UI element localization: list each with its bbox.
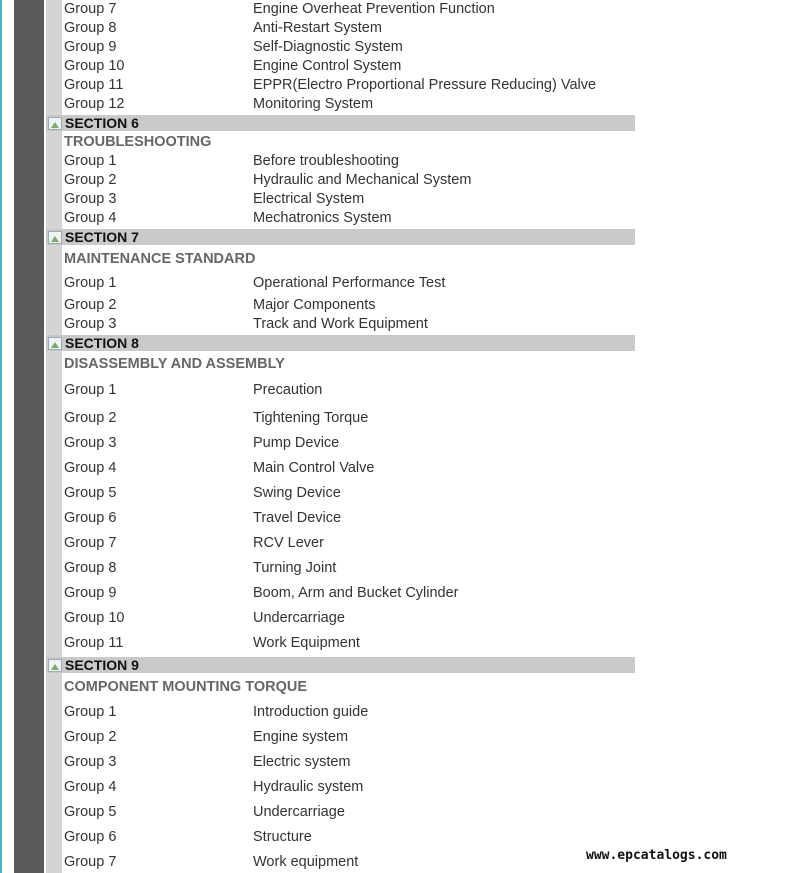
toc-row[interactable] bbox=[64, 559, 635, 578]
group-number: Group 2 bbox=[64, 410, 117, 426]
group-number: Group 3 bbox=[64, 754, 117, 770]
group-title-link[interactable]: Before troubleshooting bbox=[253, 153, 399, 169]
group-title-link[interactable]: Engine Overheat Prevention Function bbox=[253, 1, 495, 17]
toc-row[interactable] bbox=[64, 753, 635, 772]
toc-row[interactable] bbox=[64, 38, 635, 57]
group-number: Group 3 bbox=[64, 316, 117, 332]
group-number: Group 6 bbox=[64, 510, 117, 526]
group-number: Group 8 bbox=[64, 20, 117, 36]
section-title: DISASSEMBLY AND ASSEMBLY bbox=[64, 356, 285, 372]
group-title-link[interactable]: Anti-Restart System bbox=[253, 20, 382, 36]
broken-image-icon bbox=[48, 117, 62, 130]
group-title-link[interactable]: Engine system bbox=[253, 729, 349, 745]
group-title-link[interactable]: Hydraulic and Mechanical System bbox=[253, 172, 472, 188]
group-title-link[interactable]: Engine Control System bbox=[253, 58, 402, 74]
group-title-link[interactable]: Track and Work Equipment bbox=[253, 316, 428, 332]
group-number: Group 1 bbox=[64, 704, 117, 720]
toc-row[interactable] bbox=[64, 171, 635, 190]
group-title-link[interactable]: Major Components bbox=[253, 297, 376, 313]
toc-row[interactable] bbox=[64, 778, 635, 797]
section-header-bar[interactable] bbox=[46, 115, 635, 131]
group-number: Group 11 bbox=[64, 635, 124, 651]
group-title-link[interactable]: Undercarriage bbox=[253, 610, 345, 626]
toc-row[interactable] bbox=[64, 434, 635, 453]
group-title-link[interactable]: Operational Performance Test bbox=[253, 275, 446, 291]
group-title-link[interactable]: Travel Device bbox=[253, 510, 342, 526]
broken-image-icon bbox=[48, 659, 62, 672]
toc-row[interactable] bbox=[64, 19, 635, 38]
group-title-link[interactable]: Mechatronics System bbox=[253, 210, 392, 226]
group-title-link[interactable]: Hydraulic system bbox=[253, 779, 364, 795]
group-number: Group 3 bbox=[64, 191, 117, 207]
group-title-link[interactable]: Undercarriage bbox=[253, 804, 345, 820]
section-label: SECTION 6 bbox=[65, 115, 139, 131]
toc-row[interactable] bbox=[64, 459, 635, 478]
toc-row[interactable] bbox=[64, 381, 635, 400]
toc-row[interactable] bbox=[64, 828, 635, 847]
section-title: TROUBLESHOOTING bbox=[64, 134, 212, 150]
group-title-link[interactable]: Structure bbox=[253, 829, 312, 845]
section-label: SECTION 8 bbox=[65, 335, 139, 351]
group-title-link[interactable]: Turning Joint bbox=[253, 560, 337, 576]
group-number: Group 1 bbox=[64, 382, 117, 398]
toc-row[interactable] bbox=[64, 57, 635, 76]
group-number: Group 8 bbox=[64, 560, 117, 576]
group-number: Group 7 bbox=[64, 535, 117, 551]
toc-row[interactable] bbox=[64, 584, 635, 603]
group-number: Group 1 bbox=[64, 153, 117, 169]
toc-row[interactable] bbox=[64, 315, 635, 334]
toc-row[interactable] bbox=[64, 76, 635, 95]
section-label: SECTION 7 bbox=[65, 229, 139, 245]
section-header-bar[interactable] bbox=[46, 229, 635, 245]
group-title-link[interactable]: Precaution bbox=[253, 382, 323, 398]
group-number: Group 9 bbox=[64, 39, 117, 55]
group-number: Group 5 bbox=[64, 804, 117, 820]
toc-row[interactable] bbox=[64, 484, 635, 503]
group-number: Group 11 bbox=[64, 77, 124, 93]
group-number: Group 2 bbox=[64, 297, 117, 313]
toc-row[interactable] bbox=[64, 296, 635, 315]
group-title-link[interactable]: Boom, Arm and Bucket Cylinder bbox=[253, 585, 459, 601]
toc-row[interactable] bbox=[64, 509, 635, 528]
watermark: www.epcatalogs.com bbox=[586, 848, 727, 863]
section-header-bar[interactable] bbox=[46, 335, 635, 351]
broken-image-icon bbox=[48, 337, 62, 350]
toc-row[interactable] bbox=[64, 274, 635, 293]
toc-row[interactable] bbox=[64, 703, 635, 722]
group-title-link[interactable]: Work Equipment bbox=[253, 635, 360, 651]
group-number: Group 2 bbox=[64, 172, 117, 188]
group-number: Group 2 bbox=[64, 729, 117, 745]
group-number: Group 10 bbox=[64, 58, 125, 74]
group-number: Group 5 bbox=[64, 485, 117, 501]
toc-row[interactable] bbox=[64, 853, 635, 872]
group-title-link[interactable]: Swing Device bbox=[253, 485, 341, 501]
group-title-link[interactable]: Electric system bbox=[253, 754, 351, 770]
toc-row[interactable] bbox=[64, 0, 635, 19]
group-title-link[interactable]: Tightening Torque bbox=[253, 410, 369, 426]
toc-row[interactable] bbox=[64, 728, 635, 747]
group-number: Group 7 bbox=[64, 854, 117, 870]
group-title-link[interactable]: Introduction guide bbox=[253, 704, 369, 720]
group-title-link[interactable]: Self-Diagnostic System bbox=[253, 39, 403, 55]
group-number: Group 4 bbox=[64, 210, 117, 226]
group-number: Group 1 bbox=[64, 275, 117, 291]
group-title-link[interactable]: Main Control Valve bbox=[253, 460, 375, 476]
group-number: Group 3 bbox=[64, 435, 117, 451]
toc-row[interactable] bbox=[64, 803, 635, 822]
group-title-link[interactable]: EPPR(Electro Proportional Pressure Reducing) Valve bbox=[253, 77, 597, 93]
group-title-link[interactable]: Monitoring System bbox=[253, 96, 374, 112]
group-title-link[interactable]: Electrical System bbox=[253, 191, 365, 207]
toc-row[interactable] bbox=[64, 95, 635, 114]
group-number: Group 10 bbox=[64, 610, 125, 626]
section-label: SECTION 9 bbox=[65, 657, 139, 673]
section-title: COMPONENT MOUNTING TORQUE bbox=[64, 679, 308, 695]
group-title-link[interactable]: Work equipment bbox=[253, 854, 359, 870]
toc-row[interactable] bbox=[64, 209, 635, 228]
group-number: Group 4 bbox=[64, 460, 117, 476]
group-number: Group 9 bbox=[64, 585, 117, 601]
group-number: Group 12 bbox=[64, 96, 125, 112]
toc-row[interactable] bbox=[64, 409, 635, 428]
group-title-link[interactable]: Pump Device bbox=[253, 435, 340, 451]
toc-row[interactable] bbox=[64, 609, 635, 628]
group-title-link[interactable]: RCV Lever bbox=[253, 535, 324, 551]
broken-image-icon bbox=[48, 231, 62, 244]
toc-row[interactable] bbox=[64, 190, 635, 209]
group-number: Group 4 bbox=[64, 779, 117, 795]
toc-row[interactable] bbox=[64, 152, 635, 171]
toc-row[interactable] bbox=[64, 534, 635, 553]
section-header-bar[interactable] bbox=[46, 657, 635, 673]
group-number: Group 7 bbox=[64, 1, 117, 17]
toc-row[interactable] bbox=[64, 634, 635, 653]
group-number: Group 6 bbox=[64, 829, 117, 845]
section-title: MAINTENANCE STANDARD bbox=[64, 251, 256, 267]
